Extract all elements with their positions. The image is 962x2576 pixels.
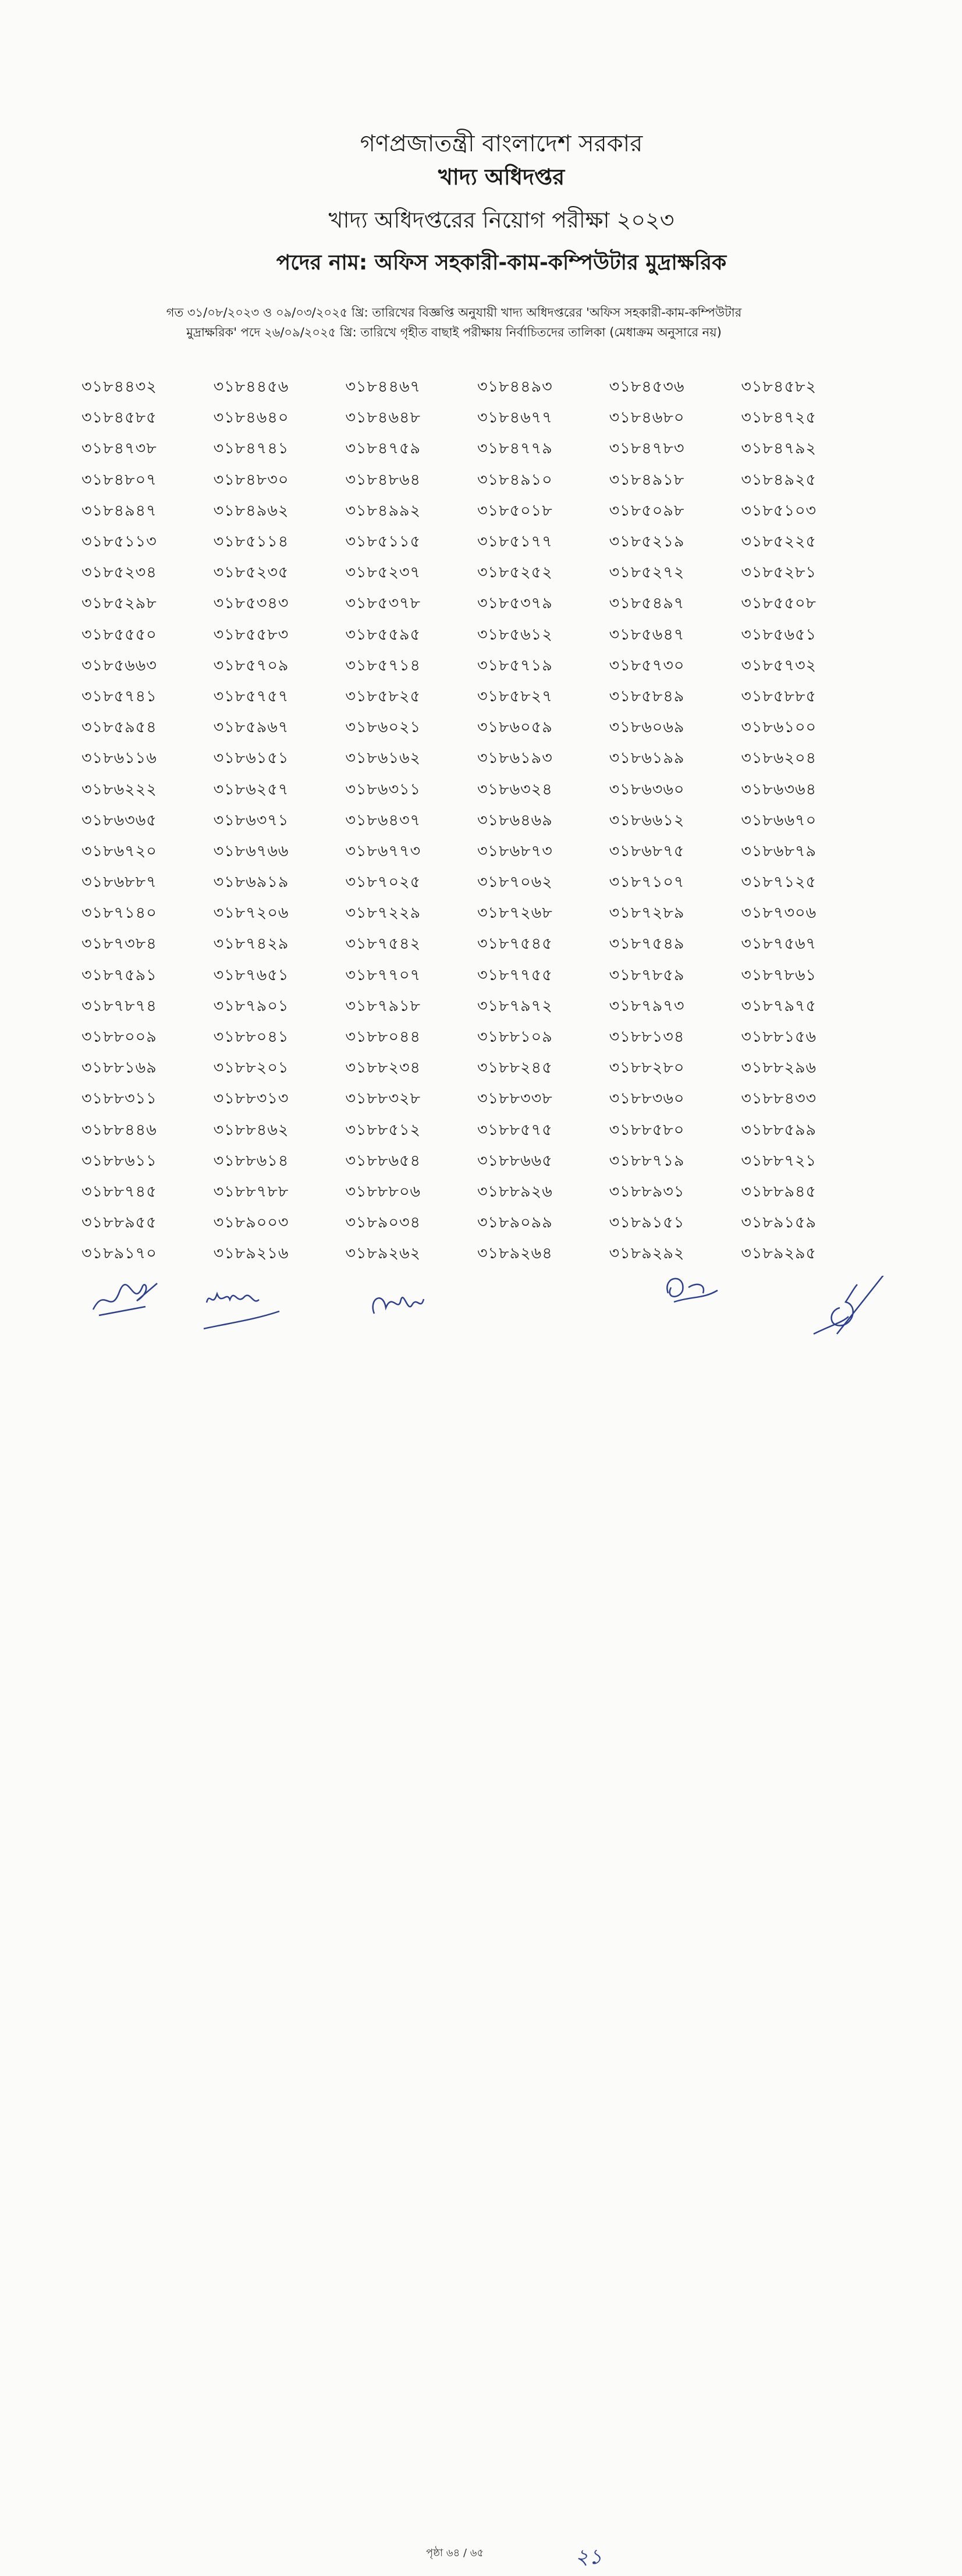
roll-number-cell: ৩১৮৬৪৩৭ (345, 811, 421, 829)
roll-number-cell: ৩১৮৪৪৯৩ (477, 378, 553, 396)
roll-number-cell: ৩১৮৮৬১১ (81, 1151, 157, 1170)
roll-number-cell: ৩১৮৫২৭২ (609, 563, 685, 582)
roll-number-cell: ৩১৮৬৬১২ (609, 811, 685, 829)
notice-line-1: গত ৩১/০৮/২০২৩ ও ০৯/০৩/২০২৫ খ্রি: তারিখের বিজ্ঞপ্তি অনুযায়ী খাদ্য অধিদপ্তরের 'অফিস সহকারী-কাম-কম্পিউটার (166, 306, 742, 320)
roll-number-cell: ৩১৮৬৮৭৯ (741, 842, 817, 860)
roll-number-cell: ৩১৮৮১০৯ (477, 1028, 553, 1046)
roll-number-cell: ৩১৮৫৩৪৩ (213, 594, 289, 613)
roll-number-cell: ৩১৮৪৬৭৭ (477, 409, 553, 427)
roll-number-cell: ৩১৮৪৯২৫ (741, 470, 817, 489)
roll-number-cell: ৩১৮৫৭৩০ (609, 656, 685, 675)
roll-number-cell: ৩১৮৮২৯৬ (741, 1059, 817, 1077)
roll-number-cell: ৩১৮৬৮৮৭ (81, 873, 157, 892)
roll-number-cell: ৩১৮৫৯৬৭ (213, 718, 289, 737)
roll-number-cell: ৩১৮৮৩৩৮ (477, 1090, 553, 1108)
roll-number-cell: ৩১৮৭০৬২ (477, 873, 553, 892)
roll-number-cell: ৩১৮৫৬১২ (477, 625, 553, 644)
roll-number-cell: ৩১৮৬৬৭০ (741, 811, 817, 829)
roll-number-cell: ৩১৮৮৭৪৫ (81, 1182, 157, 1201)
roll-number-cell: ৩১৮৫৭৪১ (81, 687, 157, 705)
roll-number-cell: ৩১৮৪৮০৭ (81, 470, 157, 489)
roll-number-cell: ৩১৮৮০৪৪ (345, 1028, 421, 1046)
roll-number-cell: ৩১৮৫২৮১ (741, 563, 817, 582)
roll-number-cell: ৩১৮৭৩৮৪ (81, 935, 157, 953)
roll-number-cell: ৩১৮৬৪৬৯ (477, 811, 553, 829)
roll-number-cell: ৩১৮৮৭৮৮ (213, 1182, 289, 1201)
roll-number-cell: ৩১৮৬৩৬০ (609, 780, 685, 799)
roll-number-cell: ৩১৮৮২০১ (213, 1059, 289, 1077)
roll-number-cell: ৩১৮৯০৯৯ (477, 1214, 553, 1232)
roll-number-cell: ৩১৮৯০০৩ (213, 1214, 289, 1232)
roll-number-cell: ৩১৮৬৮৭৫ (609, 842, 685, 860)
roll-number-cell: ৩১৮৮৫৯৯ (741, 1120, 817, 1139)
roll-number-cell: ৩১৮৭৯৭২ (477, 996, 553, 1015)
roll-number-cell: ৩১৮৪৭৭৯ (477, 439, 553, 458)
roll-number-cell: ৩১৮৫৭৫৭ (213, 687, 289, 705)
roll-number-cell: ৩১৮৭২৬৮ (477, 904, 553, 922)
roll-number-cell: ৩১৮৬০৬৯ (609, 718, 685, 737)
roll-number-cell: ৩১৮৪৫৮২ (741, 378, 817, 396)
page-number-label: পৃষ্ঠা ৬৪ / ৬৫ (426, 2547, 484, 2559)
roll-number-cell: ৩১৮৫৭৩২ (741, 656, 817, 675)
roll-number-cell: ৩১৮৪৪৩২ (81, 378, 157, 396)
roll-number-cell: ৩১৮৫২৩৪ (81, 563, 157, 582)
roll-number-cell: ৩১৮৫৬৬৩ (81, 656, 157, 675)
department-title: খাদ্য অধিদপ্তর (438, 164, 565, 190)
roll-number-cell: ৩১৮৭৫৪২ (345, 935, 421, 953)
roll-number-cell: ৩১৮৭১৪০ (81, 904, 157, 922)
roll-number-cell: ৩১৮৫৫০৮ (741, 594, 817, 613)
roll-number-table (81, 372, 873, 1270)
signature-1 (87, 1275, 163, 1321)
roll-number-cell: ৩১৮৭৮৫৯ (609, 966, 685, 984)
roll-number-cell: ৩১৮৬১১৬ (81, 749, 157, 768)
roll-number-cell: ৩১৮৬২৫৭ (213, 780, 289, 799)
roll-number-cell: ৩১৮৯২৯৫ (741, 1244, 817, 1263)
roll-number-cell: ৩১৮৫৭০৯ (213, 656, 289, 675)
roll-number-cell: ৩১৮৭৫৯১ (81, 966, 157, 984)
roll-number-cell: ৩১৮৮৮০৬ (345, 1182, 421, 1201)
roll-number-cell: ৩১৮৬২০৪ (741, 749, 817, 768)
roll-number-cell: ৩১৮৬৭৬৬ (213, 842, 289, 860)
roll-number-cell: ৩১৮৪৯৬২ (213, 501, 289, 520)
roll-number-cell: ৩১৮৬৩৬৫ (81, 811, 157, 829)
roll-number-cell: ৩১৮৫৯৫৪ (81, 718, 157, 737)
roll-number-cell: ৩১৮৮৬৫৪ (345, 1151, 421, 1170)
roll-number-cell: ৩১৮৫৫৫০ (81, 625, 157, 644)
roll-number-cell: ৩১৮৯১৫৯ (741, 1214, 817, 1232)
roll-number-cell: ৩১৮৭৮৭৪ (81, 996, 157, 1015)
roll-number-cell: ৩১৮৭৭০৭ (345, 966, 421, 984)
roll-number-cell: ৩১৮৭৮৬১ (741, 966, 817, 984)
roll-number-cell: ৩১৮৮১৬৯ (81, 1059, 157, 1077)
roll-number-cell: ৩১৮৪৬৪০ (213, 409, 289, 427)
roll-number-cell: ৩১৮৮২৮০ (609, 1059, 685, 1077)
signature-3 (365, 1282, 429, 1322)
roll-number-cell: ৩১৮৪৬৪৮ (345, 409, 421, 427)
roll-number-cell: ৩১৮৭৫৬৭ (741, 935, 817, 953)
roll-number-cell: ৩১৮৮৫১২ (345, 1120, 421, 1139)
roll-number-cell: ৩১৮৫১১৪ (213, 533, 289, 551)
signature-footer (0, 1269, 962, 2569)
roll-number-cell: ৩১৮৬২২২ (81, 780, 157, 799)
roll-number-cell: ৩১৮৫২২৫ (741, 533, 817, 551)
roll-number-cell: ৩১৮৮৯২৬ (477, 1182, 553, 1201)
roll-number-cell: ৩১৮৫৭১৪ (345, 656, 421, 675)
roll-number-cell: ৩১৮৪৭৪১ (213, 439, 289, 458)
roll-number-cell: ৩১৮৬১৯৯ (609, 749, 685, 768)
roll-number-cell: ৩১৮৭৫৪৯ (609, 935, 685, 953)
roll-number-cell: ৩১৮৬৭২০ (81, 842, 157, 860)
roll-number-cell: ৩১৮৭১২৫ (741, 873, 817, 892)
roll-number-cell: ৩১৮৭২৮৯ (609, 904, 685, 922)
roll-number-cell: ৩১৮৮৯৩১ (609, 1182, 685, 1201)
roll-number-cell: ৩১৮৫১০৩ (741, 501, 817, 520)
roll-number-cell: ৩১৮৪৮৬৪ (345, 470, 421, 489)
notice-line-2: মুদ্রাক্ষরিক' পদে ২৬/০৯/২০২৫ খ্রি: তারিখে গৃহীত বাছাই পরীক্ষায় নির্বাচিতদের তালিকা (মেধাক্রম অনুসারে নয়) (186, 325, 722, 339)
roll-number-cell: ৩১৮৯২৬৪ (477, 1244, 553, 1263)
roll-number-cell: ৩১৮৪৭৫৯ (345, 439, 421, 458)
roll-number-cell: ৩১৮৪৫৩৬ (609, 378, 685, 396)
roll-number-cell: ৩১৮৫৮৮৫ (741, 687, 817, 705)
government-title: গণপ্রজাতন্ত্রী বাংলাদেশ সরকার (360, 130, 643, 157)
post-title: পদের নাম: অফিস সহকারী-কাম-কম্পিউটার মুদ্রাক্ষরিক (276, 251, 727, 275)
roll-number-cell: ৩১৮৬১৫১ (213, 749, 289, 768)
roll-number-cell: ৩১৮৮২৩৪ (345, 1059, 421, 1077)
signature-2 (201, 1279, 282, 1332)
roll-number-cell: ৩১৮৯১৭০ (81, 1244, 157, 1263)
roll-number-cell: ৩১৮৫৮৪৯ (609, 687, 685, 705)
roll-number-cell: ৩১৮৫৬৪৭ (609, 625, 685, 644)
roll-number-cell: ৩১৮৮৭২১ (741, 1151, 817, 1170)
roll-number-cell: ৩১৮৫১১৫ (345, 533, 421, 551)
roll-number-cell: ৩১৮৭৯০১ (213, 996, 289, 1015)
roll-number-cell: ৩১৮৬৩২৪ (477, 780, 553, 799)
roll-number-cell: ৩১৮৬৭৭৩ (345, 842, 421, 860)
roll-number-cell: ৩১৮৫৩৭৮ (345, 594, 421, 613)
roll-number-cell: ৩১৮৪৪৫৬ (213, 378, 289, 396)
roll-number-cell: ৩১৮৬৩১১ (345, 780, 421, 799)
roll-number-cell: ৩১৮৬০২১ (345, 718, 421, 737)
roll-number-cell: ৩১৮৭১০৭ (609, 873, 685, 892)
roll-number-cell: ৩১৮৪৯১০ (477, 470, 553, 489)
roll-number-cell: ৩১৮৮৬১৪ (213, 1151, 289, 1170)
roll-number-cell: ৩১৮৮৯৫৫ (81, 1214, 157, 1232)
roll-number-cell: ৩১৮৫৮২৫ (345, 687, 421, 705)
roll-number-cell: ৩১৮৬১৯৩ (477, 749, 553, 768)
roll-number-cell: ৩১৮৬১৬২ (345, 749, 421, 768)
roll-number-cell: ৩১৮৫৪৯৭ (609, 594, 685, 613)
roll-number-cell: ৩১৮৮৭১৯ (609, 1151, 685, 1170)
roll-number-cell: ৩১৮৪৯১৮ (609, 470, 685, 489)
roll-number-cell: ৩১৮৯২৬২ (345, 1244, 421, 1263)
roll-number-cell: ৩১৮৪৯৯২ (345, 501, 421, 520)
roll-number-cell: ৩১৮৫১১৩ (81, 533, 157, 551)
roll-number-cell: ৩১৮৬৩৭১ (213, 811, 289, 829)
roll-number-cell: ৩১৮৬১০০ (741, 718, 817, 737)
roll-number-cell: ৩১৮৭৯১৮ (345, 996, 421, 1015)
roll-number-cell: ৩১৮৭৬৫১ (213, 966, 289, 984)
roll-number-cell: ৩১৮৪৯৪৭ (81, 501, 157, 520)
signature-5 (808, 1276, 895, 1340)
roll-number-cell: ৩১৮৫৭১৯ (477, 656, 553, 675)
roll-number-cell: ৩১৮৭৫৪৫ (477, 935, 553, 953)
roll-number-cell: ৩১৮৮৪৩৩ (741, 1090, 817, 1108)
roll-number-cell: ৩১৮৫২৩৭ (345, 563, 421, 582)
roll-number-cell: ৩১৮৫০১৮ (477, 501, 553, 520)
roll-number-cell: ৩১৮৮৩৬০ (609, 1090, 685, 1108)
roll-number-cell: ৩১৮৫৬৫১ (741, 625, 817, 644)
exam-title: খাদ্য অধিদপ্তরের নিয়োগ পরীক্ষা ২০২৩ (328, 207, 675, 233)
roll-number-cell: ৩১৮৫৫৯৫ (345, 625, 421, 644)
roll-number-cell: ৩১৮৫২৯৮ (81, 594, 157, 613)
roll-number-cell: ৩১৮৫০৯৮ (609, 501, 685, 520)
roll-number-cell: ৩১৮৮৩১১ (81, 1090, 157, 1108)
roll-number-cell: ৩১৮৫২১৯ (609, 533, 685, 551)
roll-number-cell: ৩১৮৬৩৬৪ (741, 780, 817, 799)
roll-number-cell: ৩১৮৯২৯২ (609, 1244, 685, 1263)
roll-number-cell: ৩১৮৪৭৩৮ (81, 439, 157, 458)
roll-number-cell: ৩১৮৫২৫২ (477, 563, 553, 582)
roll-number-cell: ৩১৮৮১৩৪ (609, 1028, 685, 1046)
roll-number-cell: ৩১৮৪৬৮০ (609, 409, 685, 427)
roll-number-cell: ৩১৮৯০৩৪ (345, 1214, 421, 1232)
roll-number-cell: ৩১৮৭২০৬ (213, 904, 289, 922)
handwritten-page-number: ২১ (575, 2545, 602, 2569)
roll-number-cell: ৩১৮৯২১৬ (213, 1244, 289, 1263)
roll-number-cell: ৩১৮৮৫৮০ (609, 1120, 685, 1139)
roll-number-cell: ৩১৮৭২২৯ (345, 904, 421, 922)
signature-4 (656, 1270, 720, 1311)
roll-number-cell: ৩১৮৪৭৯২ (741, 439, 817, 458)
roll-number-cell: ৩১৮৪৪৬৭ (345, 378, 421, 396)
roll-number-cell: ৩১৮৬০৫৯ (477, 718, 553, 737)
roll-number-cell: ৩১৮৮৫৭৫ (477, 1120, 553, 1139)
roll-number-cell: ৩১৮৮০৪১ (213, 1028, 289, 1046)
roll-number-cell: ৩১৮৮১৫৬ (741, 1028, 817, 1046)
roll-number-cell: ৩১৮৮৩১৩ (213, 1090, 289, 1108)
roll-number-cell: ৩১৮৮৪৬২ (213, 1120, 289, 1139)
roll-number-cell: ৩১৮৭৩০৬ (741, 904, 817, 922)
roll-number-cell: ৩১৮৪৮৩০ (213, 470, 289, 489)
roll-number-cell: ৩১৮৭৪২৯ (213, 935, 289, 953)
roll-number-cell: ৩১৮৪৭২৫ (741, 409, 817, 427)
roll-number-cell: ৩১৮৭৭৫৫ (477, 966, 553, 984)
roll-number-cell: ৩১৮৬৮৭৩ (477, 842, 553, 860)
roll-number-cell: ৩১৮৭০২৫ (345, 873, 421, 892)
roll-number-cell: ৩১৮৫২৩৫ (213, 563, 289, 582)
roll-number-cell: ৩১৮৫৩৭৯ (477, 594, 553, 613)
document-header (0, 127, 962, 279)
roll-number-cell: ৩১৮৫৮২৭ (477, 687, 553, 705)
roll-number-cell: ৩১৮৫১৭৭ (477, 533, 553, 551)
roll-number-cell: ৩১৮৭৯৭৫ (741, 996, 817, 1015)
roll-number-cell: ৩১৮৮০০৯ (81, 1028, 157, 1046)
roll-number-cell: ৩১৮৮৬৬৫ (477, 1151, 553, 1170)
roll-number-cell: ৩১৮৮২৪৫ (477, 1059, 553, 1077)
notice-paragraph (93, 303, 815, 342)
roll-number-cell: ৩১৮৬৯১৯ (213, 873, 289, 892)
roll-number-cell: ৩১৮৫৫৮৩ (213, 625, 289, 644)
roll-number-cell: ৩১৮৭৯৭৩ (609, 996, 685, 1015)
roll-number-cell: ৩১৮৮৯৪৫ (741, 1182, 817, 1201)
roll-number-cell: ৩১৮৪৭৮৩ (609, 439, 685, 458)
roll-number-cell: ৩১৮৯১৫১ (609, 1214, 685, 1232)
roll-number-cell: ৩১৮৮৪৪৬ (81, 1120, 157, 1139)
roll-number-cell: ৩১৮৪৫৮৫ (81, 409, 157, 427)
roll-number-cell: ৩১৮৮৩২৮ (345, 1090, 421, 1108)
